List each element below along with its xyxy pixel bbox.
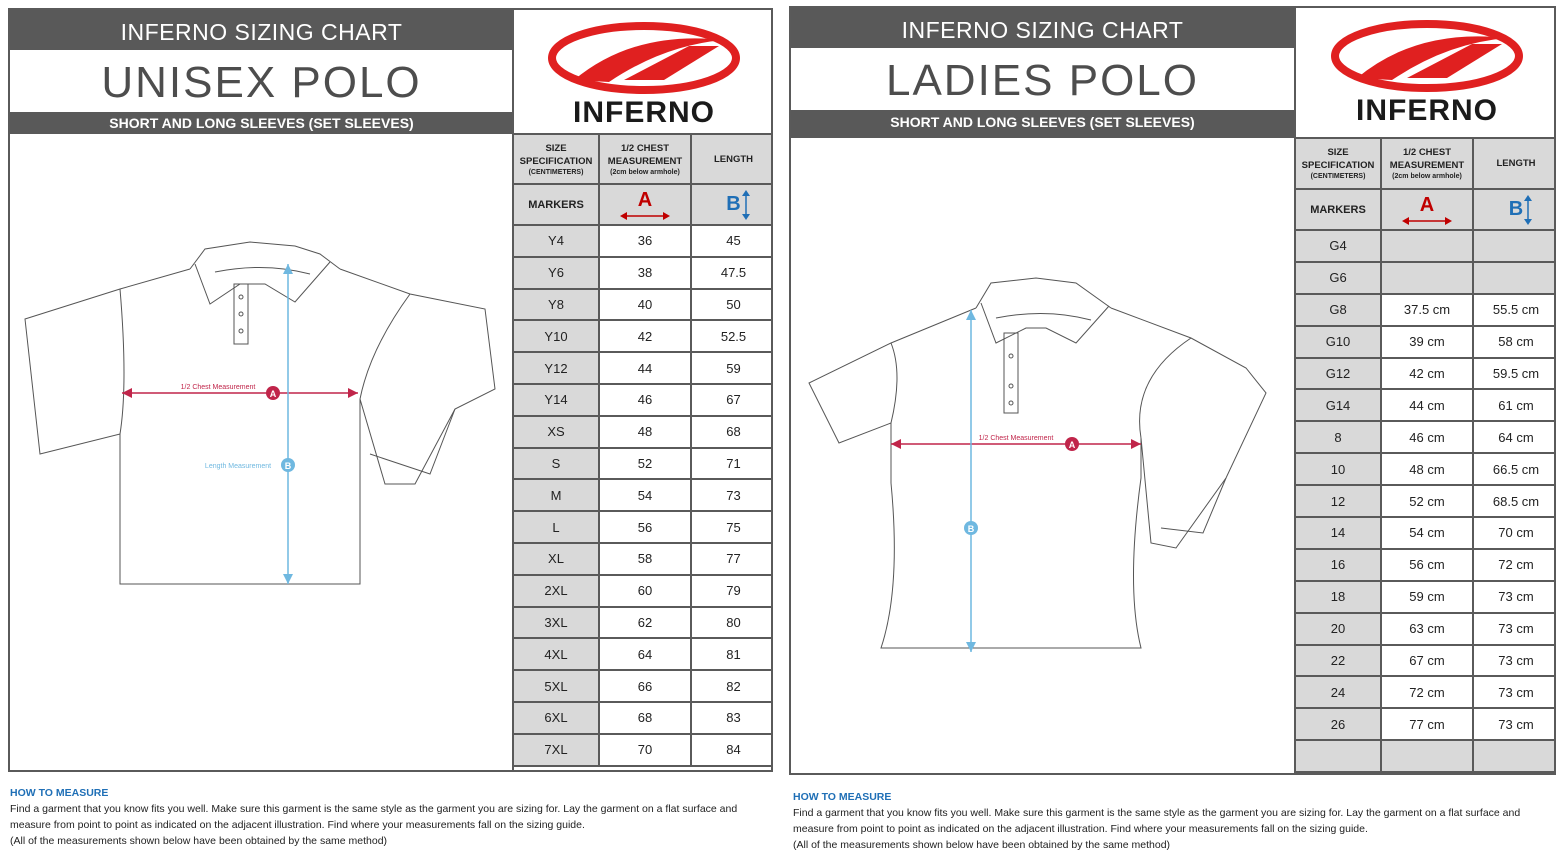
chest-measure-label: 1/2 Chest Measurement xyxy=(978,435,1054,442)
size-cell: 5XL xyxy=(513,670,599,702)
length-cell xyxy=(1473,230,1556,262)
length-cell: 81 xyxy=(691,638,773,670)
length-cell: 55.5 cm xyxy=(1473,294,1556,326)
chest-cell: 37.5 cm xyxy=(1381,294,1473,326)
table-row xyxy=(1295,262,1556,294)
size-cell: 12 xyxy=(1295,485,1381,517)
length-cell: 73 cm xyxy=(1473,613,1556,645)
size-cell: Y14 xyxy=(513,384,599,416)
how-to-line: Find a garment that you know fits you well. Make sure this garment is the same style as the garment you are sizing for. Lay the garment on a flat surface and xyxy=(10,803,738,815)
table-row xyxy=(1295,453,1556,485)
chest-cell: 44 xyxy=(599,352,691,384)
length-cell: 68 xyxy=(691,416,773,448)
size-cell: 26 xyxy=(1295,708,1381,740)
chest-cell: 59 cm xyxy=(1381,581,1473,613)
how-to-line: (All of the measurements shown below have been obtained by the same method) xyxy=(10,835,388,847)
chest-cell xyxy=(1381,230,1473,262)
size-cell: Y8 xyxy=(513,289,599,321)
horizontal-arrow-icon xyxy=(1402,217,1452,225)
chest-cell: 62 xyxy=(599,607,691,639)
length-cell: 72 cm xyxy=(1473,549,1556,581)
logo-wordmark: INFERNO xyxy=(573,96,715,129)
table-row xyxy=(513,352,773,384)
length-cell: 75 xyxy=(691,511,773,543)
marker-a-cell xyxy=(599,184,691,225)
chest-cell xyxy=(1381,740,1473,772)
table-row xyxy=(1295,294,1556,326)
table-row xyxy=(1295,613,1556,645)
table-row xyxy=(1295,326,1556,358)
table-row xyxy=(513,734,773,766)
chest-cell: 36 xyxy=(599,225,691,257)
inferno-logo xyxy=(1294,8,1556,138)
chest-header: 1/2 CHEST MEASUREMENT (2cm below armhole) xyxy=(599,134,691,184)
chest-cell: 42 xyxy=(599,320,691,352)
marker-a-cell xyxy=(1381,189,1473,230)
table-row xyxy=(1295,421,1556,453)
vertical-arrow-icon xyxy=(1524,195,1532,225)
logo-wordmark: INFERNO xyxy=(1356,94,1498,127)
chest-cell: 42 cm xyxy=(1381,358,1473,390)
chest-cell xyxy=(1381,262,1473,294)
chest-cell: 58 xyxy=(599,543,691,575)
length-cell: 58 cm xyxy=(1473,326,1556,358)
table-row xyxy=(513,511,773,543)
length-cell: 64 cm xyxy=(1473,421,1556,453)
size-cell xyxy=(1295,740,1381,772)
size-cell: G4 xyxy=(1295,230,1381,262)
how-to-line: measure from point to point as indicated on the adjacent illustration. Find where your measurements fall on the sizing guide. xyxy=(10,819,585,831)
length-cell: 77 xyxy=(691,543,773,575)
table-row xyxy=(513,416,773,448)
how-to-line: measure from point to point as indicated on the adjacent illustration. Find where your measurements fall on the sizing guide. xyxy=(793,823,1368,835)
markers-label: MARKERS xyxy=(1295,189,1381,230)
how-to-measure-right xyxy=(793,789,1558,853)
size-cell: L xyxy=(513,511,599,543)
unisex-polo-illustration xyxy=(10,134,514,772)
length-cell: 61 cm xyxy=(1473,389,1556,421)
chest-cell: 39 cm xyxy=(1381,326,1473,358)
size-cell: S xyxy=(513,448,599,480)
chest-cell: 64 xyxy=(599,638,691,670)
how-to-title: HOW TO MEASURE xyxy=(793,791,892,803)
chest-header: 1/2 CHEST MEASUREMENT (2cm below armhole) xyxy=(1381,138,1473,189)
size-cell: Y10 xyxy=(513,320,599,352)
length-cell: 80 xyxy=(691,607,773,639)
length-header: LENGTH xyxy=(1473,138,1556,189)
table-row xyxy=(513,320,773,352)
vertical-arrow-icon xyxy=(742,190,750,220)
chest-cell: 40 xyxy=(599,289,691,321)
marker-b: B xyxy=(726,193,741,215)
size-cell: G6 xyxy=(1295,262,1381,294)
chest-cell: 48 xyxy=(599,416,691,448)
size-cell: 16 xyxy=(1295,549,1381,581)
marker-a-badge: A xyxy=(1068,440,1076,450)
chest-cell: 48 cm xyxy=(1381,453,1473,485)
length-cell: 67 xyxy=(691,384,773,416)
table-row xyxy=(1295,230,1556,262)
size-cell: Y12 xyxy=(513,352,599,384)
table-row xyxy=(1295,740,1556,772)
chest-cell: 56 xyxy=(599,511,691,543)
size-cell: 7XL xyxy=(513,734,599,766)
table-row xyxy=(513,575,773,607)
table-row xyxy=(1295,358,1556,390)
size-cell: 2XL xyxy=(513,575,599,607)
size-cell: 10 xyxy=(1295,453,1381,485)
size-cell: G14 xyxy=(1295,389,1381,421)
table-row xyxy=(513,702,773,734)
length-cell: 83 xyxy=(691,702,773,734)
table-row xyxy=(513,289,773,321)
size-spec-header: SIZE SPECIFICATION (CENTIMETERS) xyxy=(513,134,599,184)
chest-cell: 77 cm xyxy=(1381,708,1473,740)
size-cell: 24 xyxy=(1295,676,1381,708)
table-row xyxy=(1295,549,1556,581)
product-title: LADIES POLO xyxy=(791,48,1294,110)
marker-a: A xyxy=(637,189,653,211)
length-cell: 68.5 cm xyxy=(1473,485,1556,517)
table-row xyxy=(1295,581,1556,613)
table-row xyxy=(513,670,773,702)
length-cell: 66.5 cm xyxy=(1473,453,1556,485)
product-subheader: SHORT AND LONG SLEEVES (SET SLEEVES) xyxy=(791,110,1294,138)
length-cell: 82 xyxy=(691,670,773,702)
size-cell: M xyxy=(513,479,599,511)
table-row xyxy=(513,479,773,511)
size-cell: 14 xyxy=(1295,517,1381,549)
table-row xyxy=(513,384,773,416)
length-cell: 73 cm xyxy=(1473,645,1556,677)
table-row xyxy=(1295,485,1556,517)
size-cell: 20 xyxy=(1295,613,1381,645)
how-to-line: Find a garment that you know fits you well. Make sure this garment is the same style as the garment you are sizing for. Lay the garment on a flat surface and xyxy=(793,807,1521,819)
chest-cell: 60 xyxy=(599,575,691,607)
size-cell: G10 xyxy=(1295,326,1381,358)
table-row xyxy=(1295,389,1556,421)
chest-cell: 68 xyxy=(599,702,691,734)
length-cell: 71 xyxy=(691,448,773,480)
size-spec-header: SIZE SPECIFICATION (CENTIMETERS) xyxy=(1295,138,1381,189)
size-cell: 18 xyxy=(1295,581,1381,613)
length-cell: 47.5 xyxy=(691,257,773,289)
marker-b-cell xyxy=(691,184,773,225)
table-row xyxy=(513,448,773,480)
chest-cell: 52 xyxy=(599,448,691,480)
length-cell: 50 xyxy=(691,289,773,321)
length-measure-label: Length Measurement xyxy=(204,463,272,470)
inferno-logo xyxy=(512,10,773,134)
length-cell: 73 cm xyxy=(1473,708,1556,740)
table-row xyxy=(513,638,773,670)
table-row xyxy=(513,607,773,639)
table-row xyxy=(1295,676,1556,708)
chest-cell: 44 cm xyxy=(1381,389,1473,421)
ladies-polo-illustration xyxy=(791,138,1296,775)
unisex-size-table xyxy=(512,133,773,767)
marker-b-cell xyxy=(1473,189,1556,230)
how-to-line: (All of the measurements shown below have been obtained by the same method) xyxy=(793,839,1171,851)
chest-cell: 52 cm xyxy=(1381,485,1473,517)
chart-header: INFERNO SIZING CHART xyxy=(10,10,513,50)
length-cell: 70 cm xyxy=(1473,517,1556,549)
marker-b-badge: B xyxy=(967,524,975,534)
marker-b-badge: B xyxy=(284,461,292,471)
chest-cell: 54 xyxy=(599,479,691,511)
chart-header: INFERNO SIZING CHART xyxy=(791,8,1294,48)
size-cell: Y6 xyxy=(513,257,599,289)
chest-cell: 72 cm xyxy=(1381,676,1473,708)
table-row xyxy=(1295,517,1556,549)
length-cell: 73 cm xyxy=(1473,581,1556,613)
size-cell: 3XL xyxy=(513,607,599,639)
length-cell: 45 xyxy=(691,225,773,257)
size-cell: XS xyxy=(513,416,599,448)
table-row xyxy=(513,543,773,575)
chest-cell: 66 xyxy=(599,670,691,702)
chest-cell: 38 xyxy=(599,257,691,289)
size-cell: 6XL xyxy=(513,702,599,734)
size-cell: Y4 xyxy=(513,225,599,257)
size-cell: XL xyxy=(513,543,599,575)
table-row xyxy=(1295,645,1556,677)
size-cell: 8 xyxy=(1295,421,1381,453)
length-cell xyxy=(1473,740,1556,772)
chest-cell: 54 cm xyxy=(1381,517,1473,549)
length-cell: 73 cm xyxy=(1473,676,1556,708)
size-cell: G8 xyxy=(1295,294,1381,326)
ladies-sizing-panel xyxy=(789,6,1556,775)
how-to-title: HOW TO MEASURE xyxy=(10,787,109,799)
length-cell: 79 xyxy=(691,575,773,607)
chest-cell: 63 cm xyxy=(1381,613,1473,645)
marker-a-badge: A xyxy=(269,389,277,399)
chest-cell: 56 cm xyxy=(1381,549,1473,581)
size-cell: 22 xyxy=(1295,645,1381,677)
table-row xyxy=(1295,708,1556,740)
horizontal-arrow-icon xyxy=(620,212,670,220)
chest-cell: 46 xyxy=(599,384,691,416)
length-cell: 59.5 cm xyxy=(1473,358,1556,390)
length-cell: 59 xyxy=(691,352,773,384)
length-header: LENGTH xyxy=(691,134,773,184)
table-row xyxy=(513,257,773,289)
marker-b: B xyxy=(1508,198,1524,220)
product-title: UNISEX POLO xyxy=(10,50,513,112)
how-to-measure-left xyxy=(10,785,780,849)
product-subheader: SHORT AND LONG SLEEVES (SET SLEEVES) xyxy=(10,112,513,136)
length-cell xyxy=(1473,262,1556,294)
length-cell: 84 xyxy=(691,734,773,766)
length-cell: 73 xyxy=(691,479,773,511)
marker-a: A xyxy=(1419,194,1435,216)
chest-cell: 67 cm xyxy=(1381,645,1473,677)
markers-label: MARKERS xyxy=(513,184,599,225)
table-row xyxy=(513,225,773,257)
length-cell: 52.5 xyxy=(691,320,773,352)
ladies-size-table xyxy=(1294,137,1556,773)
size-cell: G12 xyxy=(1295,358,1381,390)
chest-cell: 70 xyxy=(599,734,691,766)
chest-cell: 46 cm xyxy=(1381,421,1473,453)
unisex-sizing-panel xyxy=(8,8,773,772)
chest-measure-label: 1/2 Chest Measurement xyxy=(180,384,256,391)
size-cell: 4XL xyxy=(513,638,599,670)
